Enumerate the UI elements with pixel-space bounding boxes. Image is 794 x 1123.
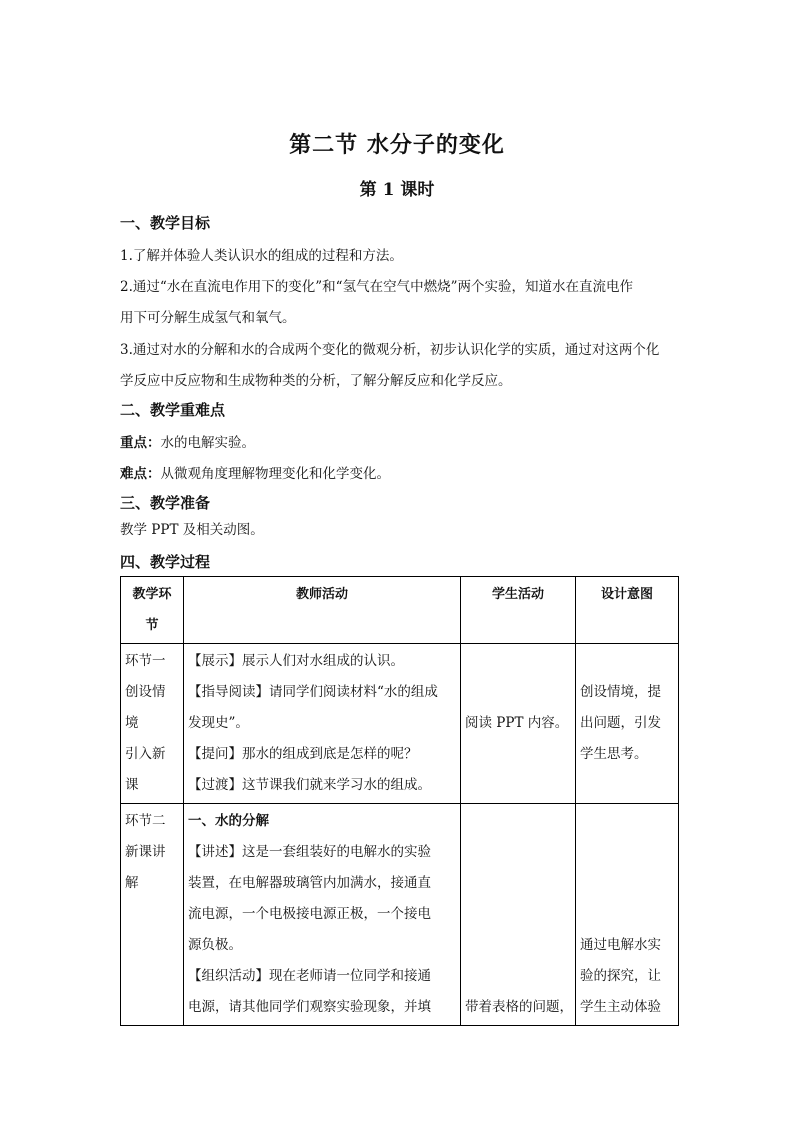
table-header-row — [121, 577, 679, 644]
teacher-activity-cell: 【展示】展示人们对水组成的认识。 【指导阅读】请同学们阅读材料“水的组成 发现史”。 【提问】那水的组成到底是怎样的呢？ 【过渡】这节课我们就来学习水的组成。 — [184, 644, 461, 804]
difficult-point-text: 从微观角度理解物理变化和化学变化。 — [160, 466, 390, 482]
goal-item: 1.了解并体验人类认识水的组成的过程和方法。 — [120, 248, 403, 264]
difficult-point — [120, 462, 390, 482]
goal-item: 用下可分解生成氢气和氧气。 — [120, 310, 296, 326]
difficult-point-label: 难点： — [120, 466, 161, 482]
page-subtitle: 第 1 课时 — [359, 180, 435, 200]
teacher-activity-cell: 一、水的分解 【讲述】这是一套组装好的电解水的实验 装置，在电解器玻璃管内加满水，接通直 流电源，一个电极接电源正极，一个接电 源负极。 【组织活动】现在老师请一位同学和接通 电源，请其他同学们观察实验现象，并填 — [184, 804, 461, 1026]
student-activity-cell: 阅读 PPT 内容。 — [461, 644, 576, 804]
design-intent-cell: 创设情境，提 出问题，引发 学生思考。 — [576, 644, 679, 804]
header-student: 学生活动 — [461, 577, 576, 644]
design-intent-cell: 通过电解水实 验的探究，让 学生主动体验 — [576, 804, 679, 1026]
stage-cell: 环节一 创设情 境 引入新 课 — [121, 644, 184, 804]
table-row — [121, 644, 679, 804]
table-row — [121, 804, 679, 1026]
page-title: 第二节 水分子的变化 — [289, 132, 505, 158]
header-teacher: 教师活动 — [184, 577, 461, 644]
stage-cell: 环节二 新课讲 解 — [121, 804, 184, 1026]
section-heading-process: 四、教学过程 — [120, 553, 211, 571]
preparation-text: 教学 PPT 及相关动图。 — [120, 522, 264, 538]
student-activity-cell: 带着表格的问题， — [461, 804, 576, 1026]
goal-item: 学反应中反应物和生成物种类的分析，了解分解反应和化学反应。 — [120, 373, 512, 389]
teaching-process-table — [120, 576, 679, 1026]
section-heading-goals: 一、教学目标 — [120, 214, 211, 232]
teacher-subheading: 一、水的分解 — [188, 813, 269, 829]
goal-item: 3.通过对水的分解和水的合成两个变化的微观分析，初步认识化学的实质，通过对这两个化 — [120, 342, 660, 358]
key-point — [120, 431, 255, 451]
section-heading-preparation: 三、教学准备 — [120, 494, 211, 512]
header-stage: 教学环 节 — [121, 577, 184, 644]
key-point-label: 重点： — [120, 435, 161, 451]
section-heading-key-points: 二、教学重难点 — [120, 401, 226, 419]
header-intent: 设计意图 — [576, 577, 679, 644]
key-point-text: 水的电解实验。 — [160, 435, 255, 451]
goal-item: 2.通过“水在直流电作用下的变化”和“氢气在空气中燃烧”两个实验，知道水在直流电作 — [120, 279, 633, 295]
